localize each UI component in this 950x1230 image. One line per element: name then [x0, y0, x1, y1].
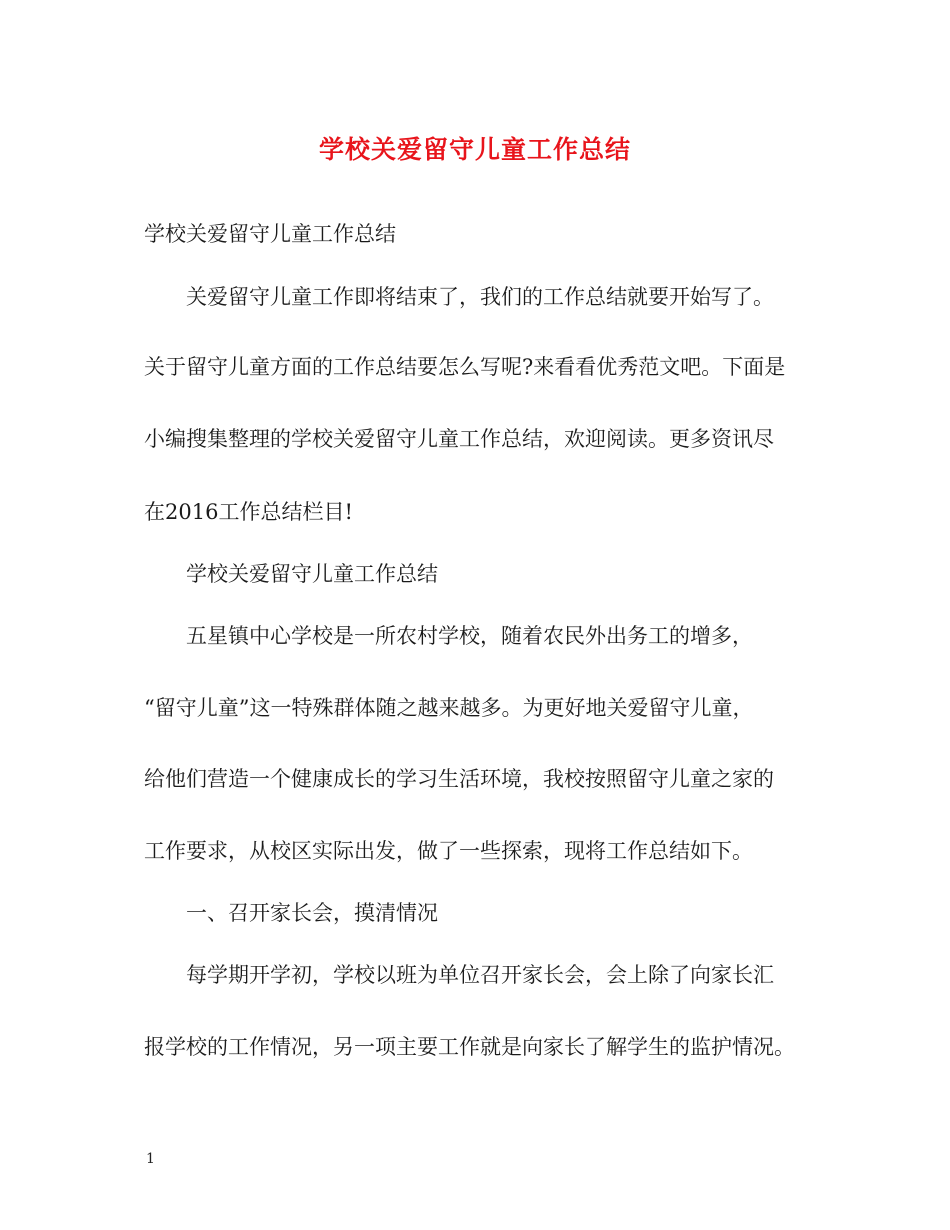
- paragraph-line: 报学校的工作情况，另一项主要工作就是向家长了解学生的监护情况。: [144, 1035, 795, 1059]
- section-heading: 一、召开家长会，摸清情况: [186, 901, 438, 925]
- section-heading: 学校关爱留守儿童工作总结: [186, 562, 438, 586]
- document-title: 学校关爱留守儿童工作总结: [318, 135, 631, 164]
- subtitle-line: 学校关爱留守儿童工作总结: [144, 222, 396, 246]
- paragraph-line: 关爱留守儿童工作即将结束了，我们的工作总结就要开始写了。: [186, 285, 774, 309]
- paragraph-line: 五星镇中心学校是一所农村学校，随着农民外出务工的增多，: [186, 624, 753, 648]
- paragraph-line: 给他们营造一个健康成长的学习生活环境，我校按照留守儿童之家的: [144, 767, 774, 791]
- paragraph-line: 工作要求，从校区实际出发，做了一些探索，现将工作总结如下。: [144, 839, 753, 863]
- paragraph-line: 关于留守儿童方面的工作总结要怎么写呢?来看看优秀范文吧。下面是: [144, 355, 786, 379]
- paragraph-line: “留守儿童”这一特殊群体随之越来越多。为更好地关爱留守儿童，: [144, 696, 754, 720]
- paragraph-line: 小编搜集整理的学校关爱留守儿童工作总结，欢迎阅读。更多资讯尽: [144, 427, 774, 451]
- paragraph-line: 在2016工作总结栏目!: [144, 500, 353, 524]
- paragraph-line: 每学期开学初，学校以班为单位召开家长会，会上除了向家长汇: [186, 963, 774, 987]
- page-number: 1: [146, 1151, 155, 1167]
